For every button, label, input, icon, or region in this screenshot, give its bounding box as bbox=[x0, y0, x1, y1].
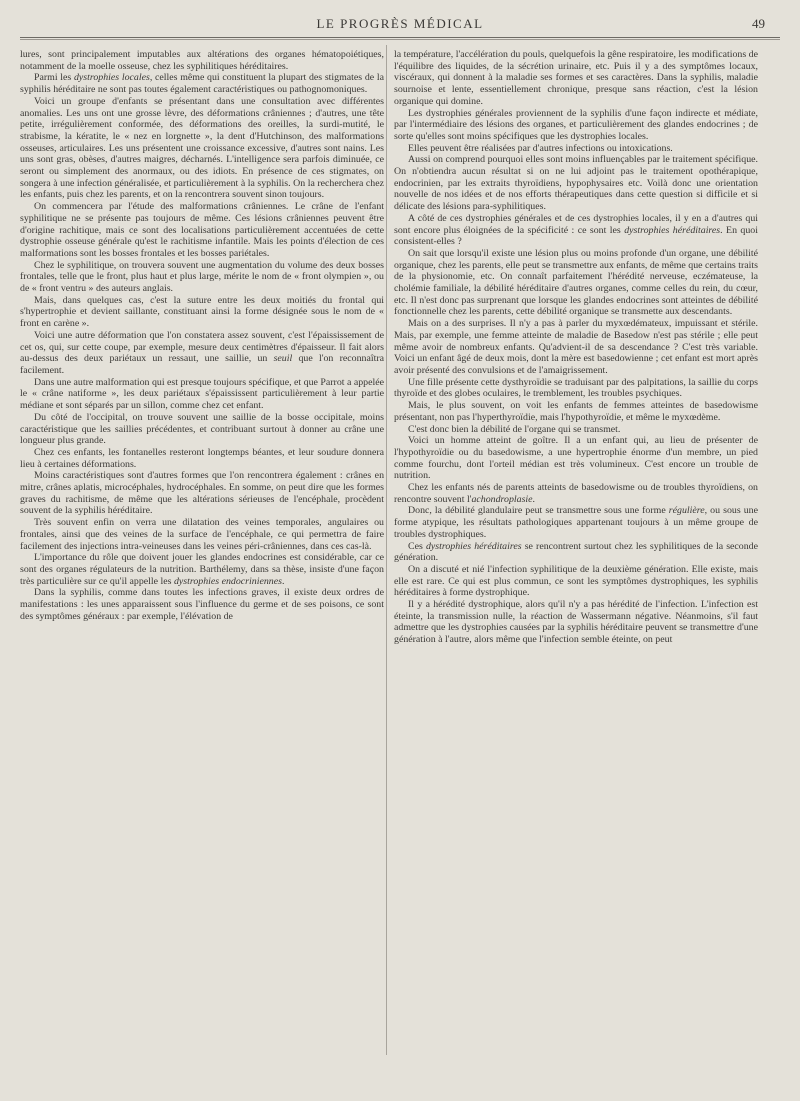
paragraph: Mais on a des surprises. Il n'y a pas à parler du myxœdémateux, impuissant et stérile. Mais, par exemple, une femme atteinte de maladie de Basedow n'est pas stérile ; elle peut même avoir de nombreux enfants. Qu'advient-il de sa descendance ? C'est très variable. Voici un enfant âgé de deux mois, dont la mère est basedowienne ; cet enfant est mort après avoir présenté des convulsions et de l'amaigrissement. bbox=[394, 318, 758, 376]
paragraph: Chez les enfants nés de parents atteints de basedowisme ou de troubles thyroïdiens, on rencontre souvent l'achondroplasie. bbox=[394, 482, 758, 505]
right-column bbox=[394, 49, 758, 646]
paragraph: Voici une autre déformation que l'on constatera assez souvent, c'est l'épaississement de cet os, qui, sur cette coupe, par exemple, mesure deux centimètres d'épaisseur. Il fait alors au-dessus des deux pariétaux un ressaut, une saillie, un seuil que l'on reconnaîtra facilement. bbox=[20, 329, 384, 376]
paragraph: Mais, le plus souvent, on voit les enfants de femmes atteintes de basedowisme présentant, non pas l'hyperthyroïdie, mais l'hypothyroïdie, et même le myxœdème. bbox=[394, 400, 758, 423]
paragraph: Voici un homme atteint de goître. Il a un enfant qui, au lieu de présenter de l'hypothyroïdie ou du basedowisme, a une hypertrophie énorme d'un membre, un pied comme fourchu, dont l'orteil médian est très volumineux. C'est encore un trouble de nutrition. bbox=[394, 435, 758, 482]
paragraph: On commencera par l'étude des malformations crâniennes. Le crâne de l'enfant syphilitique ne se présente pas toujours de même. Ces lésions crâniennes peuvent être d'origine rachitique, mais ce sont des localisations particulièrement accentuées de cette dystrophie osseuse générale qu'est le rachitisme infantile. Mais les points d'élection de ces malformations sont les bosses frontales et les bosses pariétales. bbox=[20, 201, 384, 259]
paragraph: Chez ces enfants, les fontanelles resteront longtemps béantes, et leur soudure donnera lieu à certaines déformations. bbox=[20, 446, 384, 470]
paragraph: Les dystrophies générales proviennent de la syphilis d'une façon indirecte et médiate, par l'intermédiaire des lésions des organes, et particulièrement des glandes endocrines ; de sorte qu'elles sont moins spécifiques que les dystrophies locales. bbox=[394, 107, 758, 142]
italic-term: dystrophies endocriniennes bbox=[173, 575, 282, 587]
paragraph: la température, l'accélération du pouls, quelquefois la gêne respiratoire, les modifications de l'équilibre des liquides, de la sécrétion urinaire, etc. Puis il y a des symptômes locaux, viscéraux, qui donnent à la maladie ses formes et ses caractères. Dans la syphilis, maladie sournoise et lente, essentiellement chronique, presque sans réaction, c'est la lésion organique qui domine. bbox=[394, 49, 758, 107]
paragraph: Chez le syphilitique, on trouvera souvent une augmentation du volume des deux bosses frontales, telle que le front, plus haut et plus large, mérite le nom de « front olympien », ou de « front ventru » des auteurs anglais. bbox=[20, 259, 384, 295]
column-divider bbox=[386, 45, 387, 1055]
paragraph: Du côté de l'occipital, on trouve souvent une saillie de la bosse occipitale, moins caractéristique que les saillies précédentes, et contribuant surtout à donner au crâne une longueur plus grande. bbox=[20, 411, 384, 447]
left-column bbox=[20, 49, 384, 622]
paragraph: Une fille présente cette dysthyroïdie se traduisant par des palpitations, la saillie du corps thyroïde et des globes oculaires, le tremblement, les troubles psychiques. bbox=[394, 376, 758, 400]
paragraph: Parmi les dystrophies locales, celles même qui constituent la plupart des stigmates de la syphilis héréditaire ne sont pas toutes également caractéristiques ou pathognomoniques. bbox=[20, 72, 384, 96]
paragraph: Aussi on comprend pourquoi elles sont moins influençables par le traitement spécifique. On n'obtiendra aucun résultat si on ne lui adjoint pas le traitement opothérapique, endocrinien, par les extraits thyroïdiens, hypophysaires etc. Voilà donc une orientation nouvelle de nos idées et de nos efforts thérapeutiques dans cette question si difficile et si délicate des lésions para-syphilitiques. bbox=[394, 154, 758, 213]
paragraph: lures, sont principalement imputables aux altérations des organes hématopoiétiques, notamment de la moelle osseuse, chez les syphilitiques héréditaires. bbox=[20, 49, 384, 72]
italic-term: seuil bbox=[273, 353, 293, 365]
italic-term: dystrophies héréditaires bbox=[425, 540, 522, 552]
paragraph: A côté de ces dystrophies générales et de ces dystrophies locales, il y en a d'autres qui sont encore plus éloignées de la spécificité : ce sont les dystrophies héréditaires. En quoi consistent-elles ? bbox=[394, 212, 758, 248]
paragraph: Moins caractéristiques sont d'autres formes que l'on rencontrera également : crânes en mitre, crânes aplatis, microcéphales, hydrocéphales. En somme, on peut dire que les formes graves du rachitisme, de même que les altérations sérieuses de l'encéphale, procèdent souvent de la syphilis héréditaire. bbox=[20, 470, 384, 517]
page-number: 49 bbox=[752, 16, 765, 31]
header-rule bbox=[20, 37, 780, 40]
paragraph: Il y a hérédité dystrophique, alors qu'il n'y a pas hérédité de l'infection. L'infection est éteinte, la transmission nulle, la réaction de Wassermann négative. Néanmoins, s'il faut admettre que les dystrophies causées par la syphilis héréditaire peuvent se transmettre d'une génération à l'autre, alors même que l'infection semble éteinte, on peut bbox=[394, 599, 758, 646]
italic-term: achondroplasie bbox=[471, 493, 533, 505]
paragraph: Ces dystrophies héréditaires se rencontrent surtout chez les syphilitiques de la seconde génération. bbox=[394, 540, 759, 564]
italic-term: dystrophies locales bbox=[73, 72, 150, 84]
paragraph: Mais, dans quelques cas, c'est la suture entre les deux moitiés du frontal qui s'hypertrophie et devient saillante, constituant ainsi la forme désignée sous le nom de « front en carène ». bbox=[20, 294, 384, 330]
paragraph: On a discuté et nié l'infection syphilitique de la deuxième génération. Elle existe, mais elle est rare. Ce qui est plus commun, ce sont les symptômes dystrophiques, les syphilis héréditaires à forme dystrophique. bbox=[394, 563, 758, 599]
paragraph: Dans une autre malformation qui est presque toujours spécifique, et que Parrot a appelée le « crâne natiforme », les deux pariétaux s'épaississent particulièrement à leur partie médiane et sont séparés par un sillon, comme chez cet enfant. bbox=[20, 376, 384, 412]
paragraph: Voici un groupe d'enfants se présentant dans une consultation avec différentes anomalies. Les uns ont une grosse lèvre, des déformations crâniennes ; d'autres, une tête petite, irrégulièrement conformée, des déformations des oreilles, la surdi-mutité, le strabisme, la kératite, le « nez en lorgnette », la dent d'Hutchinson, des malformations osseuses, articulaires. Les uns présentent une croissance excessive, d'autres sont nains. Les uns sont gras, obèses, d'autres maigres, décharnés. L'intelligence sera parfois diminuée, ce seront ou simplement des anormaux, ou des idiots. En présence de ces stigmates, on songera à une infection généralisée, et particulièrement à la syphilis. On la recherchera chez les enfants, puis chez les parents, et on la rencontrera souvent sinon toujours. bbox=[20, 95, 384, 201]
paragraph: L'importance du rôle que doivent jouer les glandes endocrines est considérable, car ce sont des organes régulateurs de la nutrition. Barthélemy, dans sa thèse, insiste d'une façon très particulière sur ce qu'il appelle les dystrophies endocriniennes. bbox=[20, 552, 384, 587]
paragraph: On sait que lorsqu'il existe une lésion plus ou moins profonde d'un organe, une débilité organique, chez les parents, elle peut se transmettre aux enfants, de même que certains traits de la physionomie, etc. On connaît parfaitement l'hérédité nerveuse, eczémateuse, la cholémie familiale, la débilité héréditaire d'autres organes, comme celles du rein, du cœur, etc. Il n'est donc pas surprenant que lorsque les glandes endocrines sont atteintes de débilité fonctionnelle chez les parents, cette débilité organique se transmette aux descendants. bbox=[394, 247, 758, 318]
paragraph: Très souvent enfin on verra une dilatation des veines temporales, angulaires ou frontales, ainsi que des veines de la surface de l'encéphale, ce qui permettra de faire facilement des injections intra-veineuses dans les veines péri-crâniennes, dans ces cas-là. bbox=[20, 517, 384, 552]
paragraph: Donc, la débilité glandulaire peut se transmettre sous une forme régulière, ou sous une forme atypique, les résultats pathologiques appartenant toujours à un même groupe de troubles dystrophiques. bbox=[394, 505, 759, 540]
paragraph: Dans la syphilis, comme dans toutes les infections graves, il existe deux ordres de manifestations : les unes apparaissent sous l'influence du germe et de ses poisons, ce sont des symptômes généraux : par exemple, l'élévation de bbox=[20, 587, 384, 622]
italic-term: dystrophies héréditaires bbox=[624, 224, 721, 236]
paragraph: C'est donc bien la débilité de l'organe qui se transmet. bbox=[408, 423, 621, 435]
paragraph: Elles peuvent être réalisées par d'autres infections ou intoxications. bbox=[408, 142, 673, 154]
running-title: LE PROGRÈS MÉDICAL bbox=[316, 16, 484, 31]
italic-term: régulière bbox=[668, 505, 705, 517]
